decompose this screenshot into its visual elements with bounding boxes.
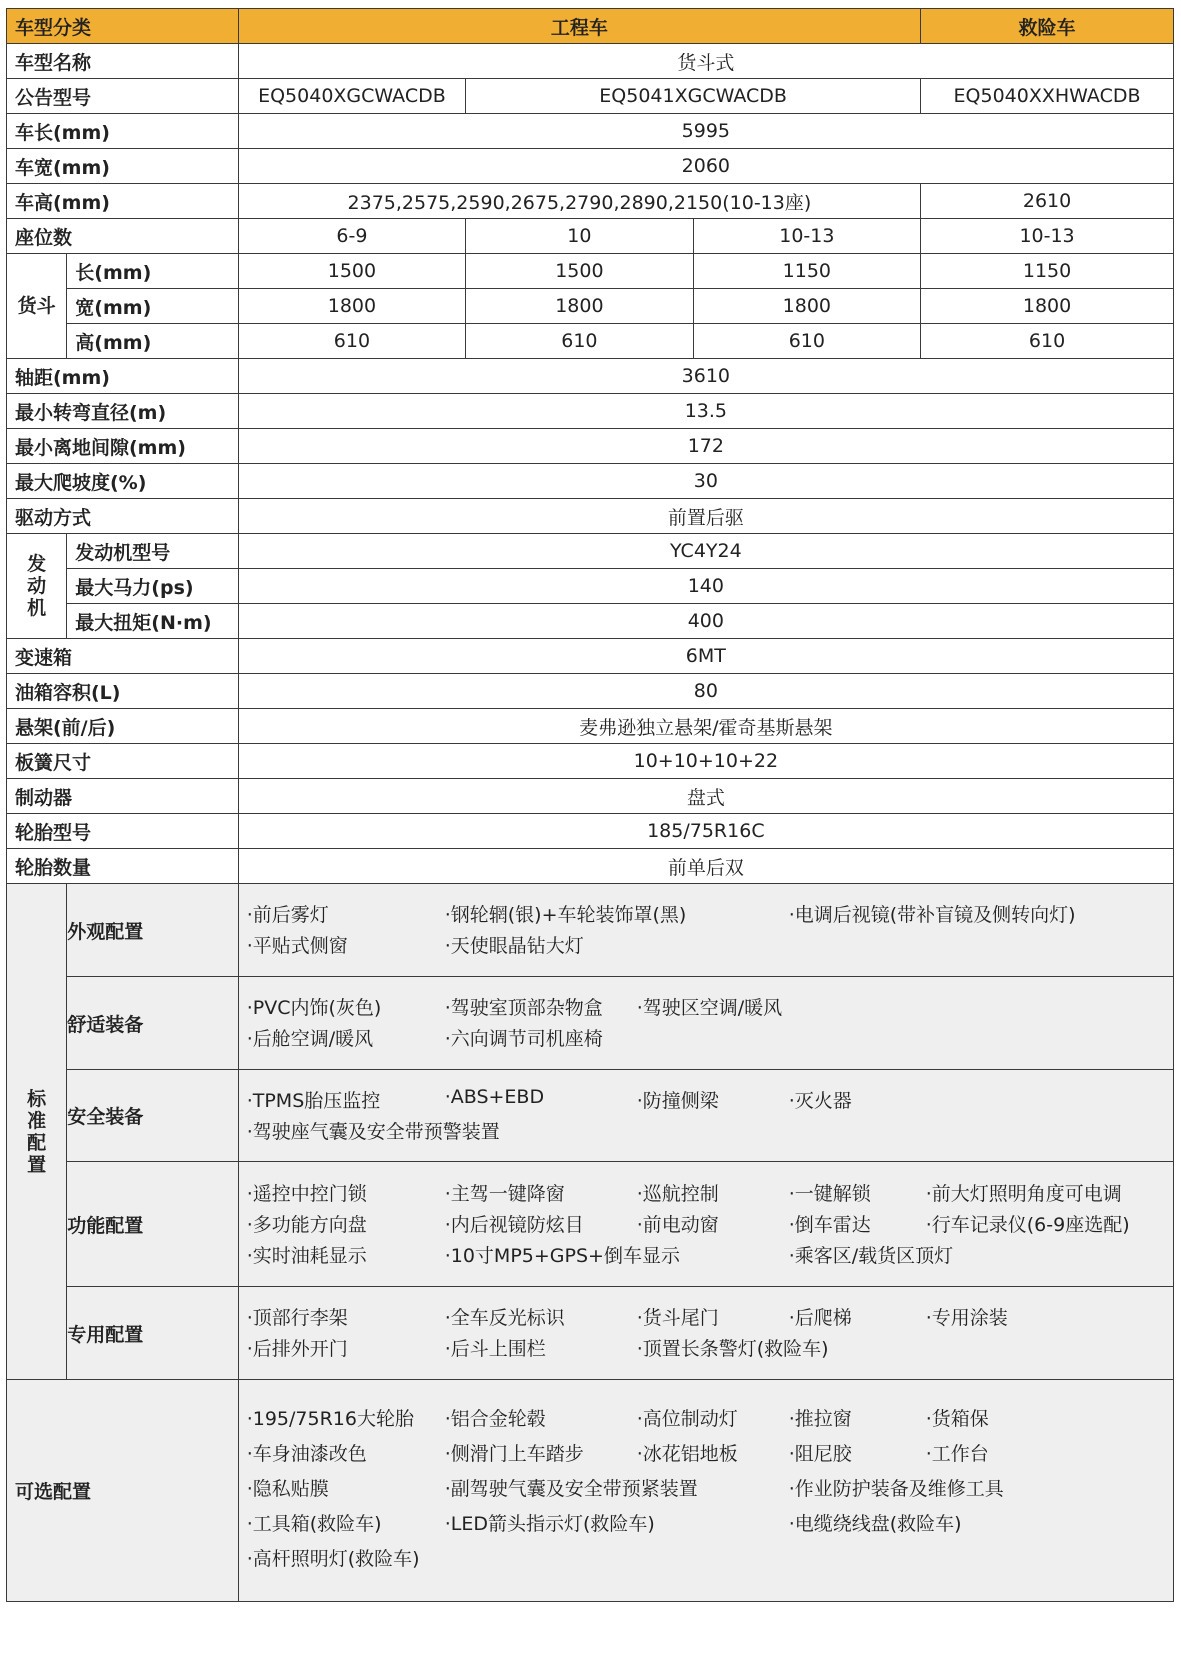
feature-item: ·内后视镜防炫目: [444, 1213, 584, 1236]
cell-value: 10-13: [921, 219, 1174, 254]
row-value: 前置后驱: [238, 499, 1173, 534]
feature-line: [247, 993, 1173, 1024]
cell-value: 1500: [238, 254, 465, 289]
function-config-row: [7, 1162, 1174, 1287]
feature-line: [247, 1334, 1173, 1365]
notice-model-row: [7, 79, 1174, 114]
cell-value: 2375,2575,2590,2675,2790,2890,2150(10-13座): [238, 184, 920, 219]
feature-item: ·后斗上围栏: [444, 1338, 546, 1360]
rescue-header: 救险车: [921, 9, 1174, 44]
cell-value: 610: [466, 324, 693, 359]
cell-value: EQ5040XGCWACDB: [238, 79, 465, 114]
feature-item: ·前大灯照明角度可电调: [925, 1182, 1122, 1205]
cargo-height-row: [7, 324, 1174, 359]
feature-item: ·天使眼晶钻大灯: [444, 935, 584, 957]
spring-row: [7, 744, 1174, 779]
feature-item: ·实时油耗显示: [246, 1244, 367, 1267]
cell-value: 1800: [238, 289, 465, 324]
special-config-row: [7, 1287, 1174, 1380]
row-label: 变速箱: [7, 639, 239, 674]
config-name: 可选配置: [7, 1380, 239, 1602]
feature-line: [247, 1241, 1173, 1272]
feature-item: ·顶置长条警灯(救险车): [636, 1338, 829, 1360]
feature-item: ·驾驶区空调/暖风: [636, 997, 783, 1019]
cargo-width-row: [7, 289, 1174, 324]
feature-item: ·TPMS胎压监控: [246, 1089, 381, 1112]
feature-line: [247, 1179, 1173, 1210]
feature-list: [247, 1179, 1173, 1272]
standard-group-label: [7, 884, 67, 1380]
engine-group-label: [7, 534, 67, 639]
cell-value: 1150: [693, 254, 920, 289]
tire-model-row: [7, 814, 1174, 849]
feature-item: ·顶部行李架: [246, 1307, 348, 1329]
row-label: 轮胎型号: [7, 814, 239, 849]
cell-value: 1800: [693, 289, 920, 324]
comfort-config-row: [7, 977, 1174, 1070]
feature-list: [247, 993, 1173, 1055]
row-value: 172: [238, 429, 1173, 464]
feature-line: [247, 1509, 1173, 1544]
row-label: 公告型号: [7, 79, 239, 114]
config-features: [238, 1287, 1173, 1380]
engineering-header: 工程车: [238, 9, 920, 44]
feature-item: ·后爬梯: [788, 1307, 852, 1329]
feature-item: ·钢轮辋(银)+车轮装饰罩(黑): [444, 904, 687, 926]
feature-item: ·冰花铝地板: [636, 1443, 738, 1465]
optional-config-row: [7, 1380, 1174, 1602]
cargo-length-row: [7, 254, 1174, 289]
feature-item: ·主驾一键降窗: [444, 1182, 565, 1205]
feature-item: ·倒车雷达: [788, 1213, 871, 1236]
feature-item: ·195/75R16大轮胎: [246, 1408, 414, 1430]
engine-power-row: [7, 569, 1174, 604]
config-name: 安全装备: [67, 1070, 238, 1162]
row-label: 车高(mm): [7, 184, 239, 219]
row-value: 5995: [238, 114, 1173, 149]
row-label: 最大扭矩(N·m): [67, 604, 238, 639]
standard-group-text: 标 准 配 置: [27, 1087, 47, 1176]
tire-count-row: [7, 849, 1174, 884]
feature-item: ·副驾驶气囊及安全带预紧装置: [444, 1478, 698, 1500]
engine-group-text: 发 动 机: [27, 553, 47, 619]
feature-item: ·驾驶室顶部杂物盒: [444, 997, 603, 1019]
feature-line: [247, 1474, 1173, 1509]
height-row: [7, 184, 1174, 219]
engine-model-row: [7, 534, 1174, 569]
row-label: 轮胎数量: [7, 849, 239, 884]
feature-item: ·LED箭头指示灯(救险车): [444, 1513, 655, 1535]
row-label: 车长(mm): [7, 114, 239, 149]
row-label: 高(mm): [67, 324, 238, 359]
feature-item: ·铝合金轮毂: [444, 1408, 546, 1430]
feature-line: [247, 1086, 1173, 1117]
safety-config-row: [7, 1070, 1174, 1162]
config-features: [238, 884, 1173, 977]
feature-item: ·灭火器: [788, 1089, 852, 1112]
feature-line: [247, 1439, 1173, 1474]
feature-item: ·六向调节司机座椅: [444, 1028, 603, 1050]
feature-item: ·PVC内饰(灰色): [246, 997, 382, 1019]
cell-value: EQ5040XXHWACDB: [921, 79, 1174, 114]
row-value: 盘式: [238, 779, 1173, 814]
row-value: 10+10+10+22: [238, 744, 1173, 779]
feature-item: ·防撞侧梁: [636, 1089, 719, 1112]
feature-line: [247, 1544, 1173, 1579]
cell-value: 10: [466, 219, 693, 254]
row-label: 制动器: [7, 779, 239, 814]
row-label: 最小转弯直径(m): [7, 394, 239, 429]
brake-row: [7, 779, 1174, 814]
row-value: 前单后双: [238, 849, 1173, 884]
row-label: 长(mm): [67, 254, 238, 289]
cell-value: 610: [238, 324, 465, 359]
row-label: 宽(mm): [67, 289, 238, 324]
gearbox-row: [7, 639, 1174, 674]
row-label: 最大马力(ps): [67, 569, 238, 604]
row-value: 140: [238, 569, 1173, 604]
row-label: 驱动方式: [7, 499, 239, 534]
feature-line: [247, 900, 1173, 931]
row-label: 悬架(前/后): [7, 709, 239, 744]
feature-line: [247, 1303, 1173, 1334]
feature-item: ·隐私贴膜: [246, 1478, 329, 1500]
cell-value: 610: [693, 324, 920, 359]
seats-row: [7, 219, 1174, 254]
row-label: 板簧尺寸: [7, 744, 239, 779]
cell-value: 10-13: [693, 219, 920, 254]
feature-item: ·驾驶座气囊及安全带预警装置: [246, 1120, 500, 1143]
feature-item: ·货斗尾门: [636, 1307, 719, 1329]
cell-value: 6-9: [238, 219, 465, 254]
row-value: 400: [238, 604, 1173, 639]
feature-line: [247, 1210, 1173, 1241]
cell-value: 1800: [921, 289, 1174, 324]
feature-line: [247, 1404, 1173, 1439]
feature-item: ·全车反光标识: [444, 1307, 565, 1329]
cell-value: EQ5041XGCWACDB: [466, 79, 921, 114]
feature-list: [247, 1086, 1173, 1148]
tank-row: [7, 674, 1174, 709]
model-name-row: [7, 44, 1174, 79]
feature-item: ·前电动窗: [636, 1213, 719, 1236]
width-row: [7, 149, 1174, 184]
config-features: [238, 1162, 1173, 1287]
feature-item: ·乘客区/载货区顶灯: [788, 1244, 954, 1267]
row-value: YC4Y24: [238, 534, 1173, 569]
clearance-row: [7, 429, 1174, 464]
feature-item: ·后舱空调/暖风: [246, 1028, 374, 1050]
exterior-config-row: [7, 884, 1174, 977]
cell-value: 2610: [921, 184, 1174, 219]
feature-item: ·专用涂装: [925, 1307, 1008, 1329]
feature-item: ·阻尼胶: [788, 1443, 852, 1465]
config-features: [238, 977, 1173, 1070]
feature-item: ·巡航控制: [636, 1182, 719, 1205]
cell-value: 1500: [466, 254, 693, 289]
row-label: 座位数: [7, 219, 239, 254]
config-features: [238, 1070, 1173, 1162]
feature-item: ·电调后视镜(带补盲镜及侧转向灯): [788, 904, 1076, 926]
row-value: 麦弗逊独立悬架/霍奇基斯悬架: [238, 709, 1173, 744]
feature-item: ·作业防护装备及维修工具: [788, 1478, 1004, 1500]
row-value: 6MT: [238, 639, 1173, 674]
spec-table: [6, 8, 1174, 1602]
cell-value: 610: [921, 324, 1174, 359]
feature-item: ·ABS+EBD: [444, 1085, 545, 1108]
feature-list: [247, 1303, 1173, 1365]
feature-item: ·工作台: [925, 1443, 989, 1465]
config-name: 专用配置: [67, 1287, 238, 1380]
feature-item: ·推拉窗: [788, 1408, 852, 1430]
cell-value: 1150: [921, 254, 1174, 289]
row-value: 13.5: [238, 394, 1173, 429]
feature-item: ·后排外开门: [246, 1338, 348, 1360]
feature-line: [247, 931, 1173, 962]
feature-item: ·一键解锁: [788, 1182, 871, 1205]
feature-item: ·前后雾灯: [246, 904, 329, 926]
header-row: [7, 9, 1174, 44]
feature-list: [247, 900, 1173, 962]
row-value: 30: [238, 464, 1173, 499]
feature-item: ·遥控中控门锁: [246, 1182, 367, 1205]
row-label: 轴距(mm): [7, 359, 239, 394]
feature-line: [247, 1024, 1173, 1055]
feature-item: ·车身油漆改色: [246, 1443, 367, 1465]
grade-row: [7, 464, 1174, 499]
row-label: 发动机型号: [67, 534, 238, 569]
feature-item: ·货箱保: [925, 1408, 989, 1430]
row-label: 最小离地间隙(mm): [7, 429, 239, 464]
config-name: 功能配置: [67, 1162, 238, 1287]
row-value: 货斗式: [238, 44, 1173, 79]
wheelbase-row: [7, 359, 1174, 394]
config-name: 舒适装备: [67, 977, 238, 1070]
category-label: 车型分类: [7, 9, 239, 44]
row-value: 185/75R16C: [238, 814, 1173, 849]
feature-item: ·工具箱(救险车): [246, 1513, 382, 1535]
config-name: 外观配置: [67, 884, 238, 977]
feature-list: [247, 1404, 1173, 1579]
row-label: 油箱容积(L): [7, 674, 239, 709]
feature-item: ·行车记录仪(6-9座选配): [925, 1213, 1130, 1236]
length-row: [7, 114, 1174, 149]
row-label: 车型名称: [7, 44, 239, 79]
feature-item: ·侧滑门上车踏步: [444, 1443, 584, 1465]
feature-item: ·多功能方向盘: [246, 1213, 367, 1236]
feature-item: ·平贴式侧窗: [246, 935, 348, 957]
feature-line: [247, 1117, 1173, 1148]
turning-row: [7, 394, 1174, 429]
cargo-group-label: 货斗: [7, 254, 67, 359]
cell-value: 1800: [466, 289, 693, 324]
suspension-row: [7, 709, 1174, 744]
row-value: 2060: [238, 149, 1173, 184]
config-features: [238, 1380, 1173, 1602]
engine-torque-row: [7, 604, 1174, 639]
feature-item: ·高位制动灯: [636, 1408, 738, 1430]
feature-item: ·电缆绕线盘(救险车): [788, 1513, 962, 1535]
row-value: 80: [238, 674, 1173, 709]
drive-row: [7, 499, 1174, 534]
row-label: 最大爬坡度(%): [7, 464, 239, 499]
feature-item: ·高杆照明灯(救险车): [246, 1548, 420, 1570]
row-label: 车宽(mm): [7, 149, 239, 184]
row-value: 3610: [238, 359, 1173, 394]
feature-item: ·10寸MP5+GPS+倒车显示: [444, 1244, 680, 1267]
